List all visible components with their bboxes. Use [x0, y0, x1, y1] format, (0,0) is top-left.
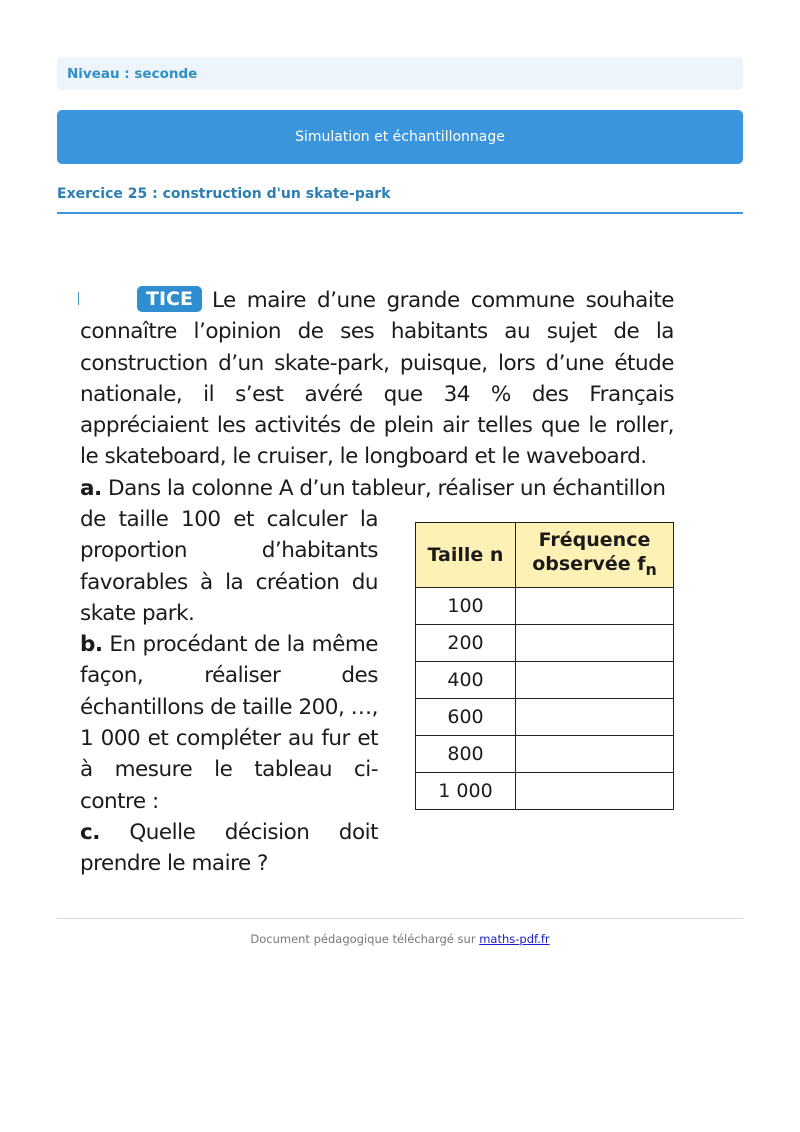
- header-freq-line2: observée f: [532, 553, 646, 576]
- question-a-letter: a.: [80, 475, 102, 501]
- frequency-cell: [516, 662, 674, 699]
- exercise-divider: [57, 212, 743, 214]
- footer: [57, 932, 743, 946]
- question-c-text: Quelle décision doit prendre le maire ?: [80, 819, 378, 877]
- frequency-table: [415, 522, 674, 810]
- question-b-text: En procédant de la même façon, réaliser des échantillons de taille 200, …, 1 000 et compléter au fur et à mesure le tableau ci-contre :: [80, 632, 378, 814]
- header-size-label: Taille n: [427, 544, 504, 566]
- level-box: [57, 57, 743, 90]
- chapter-banner: [57, 110, 743, 164]
- frequency-cell: [516, 736, 674, 773]
- table-row: [416, 773, 674, 810]
- footer-divider: [57, 918, 743, 919]
- table-body: [416, 588, 674, 810]
- size-cell: 1 000: [416, 773, 516, 810]
- frequency-cell: [516, 625, 674, 662]
- exercise-intro: [80, 285, 674, 473]
- margin-mark: [78, 292, 79, 305]
- question-b-letter: b.: [80, 632, 103, 658]
- header-freq-line1: Fréquence: [538, 529, 651, 552]
- questions-column: [80, 504, 378, 880]
- size-cell: 600: [416, 699, 516, 736]
- header-size: [416, 523, 516, 588]
- frequency-cell: [516, 699, 674, 736]
- header-freq-sub: n: [645, 559, 657, 579]
- table-row: [416, 699, 674, 736]
- question-b: [80, 629, 378, 817]
- size-cell: 200: [416, 625, 516, 662]
- exercise-body: [80, 285, 674, 877]
- frequency-cell: [516, 773, 674, 810]
- question-a-first-line: [80, 473, 674, 504]
- table-header-row: [416, 523, 674, 588]
- question-c-letter: c.: [80, 819, 100, 845]
- size-cell: 800: [416, 736, 516, 773]
- intro-text: Le maire d’une grande commune souhaite connaître l’opinion de ses habitants au sujet de la construction d’un skate-park, puisque, lors d’une étude nationale, il s’est avéré que 34 % des Français appréciaient les activités de plein air telles que le roller, le skateboard, le cruiser, le longboard et le waveboard.: [80, 288, 674, 470]
- size-cell: 100: [416, 588, 516, 625]
- header-frequency: [516, 523, 674, 588]
- question-c: [80, 817, 378, 880]
- table-row: [416, 662, 674, 699]
- footer-text: Document pédagogique téléchargé sur: [250, 932, 476, 946]
- question-a-line: Dans la colonne A d’un tableur, réaliser un échantillon: [108, 475, 666, 501]
- question-a-rest: de taille 100 et calculer la proportion d’habitants favorables à la création du skate park.: [80, 507, 378, 626]
- chapter-title: Simulation et échantillonnage: [295, 129, 505, 145]
- frequency-cell: [516, 588, 674, 625]
- tice-badge: TICE: [137, 286, 202, 312]
- table-row: [416, 625, 674, 662]
- footer-link[interactable]: maths-pdf.fr: [479, 932, 550, 946]
- exercise-title: Exercice 25 : construction d'un skate-park: [57, 186, 391, 202]
- table-row: [416, 736, 674, 773]
- level-label: Niveau : seconde: [67, 65, 198, 82]
- size-cell: 400: [416, 662, 516, 699]
- table-row: [416, 588, 674, 625]
